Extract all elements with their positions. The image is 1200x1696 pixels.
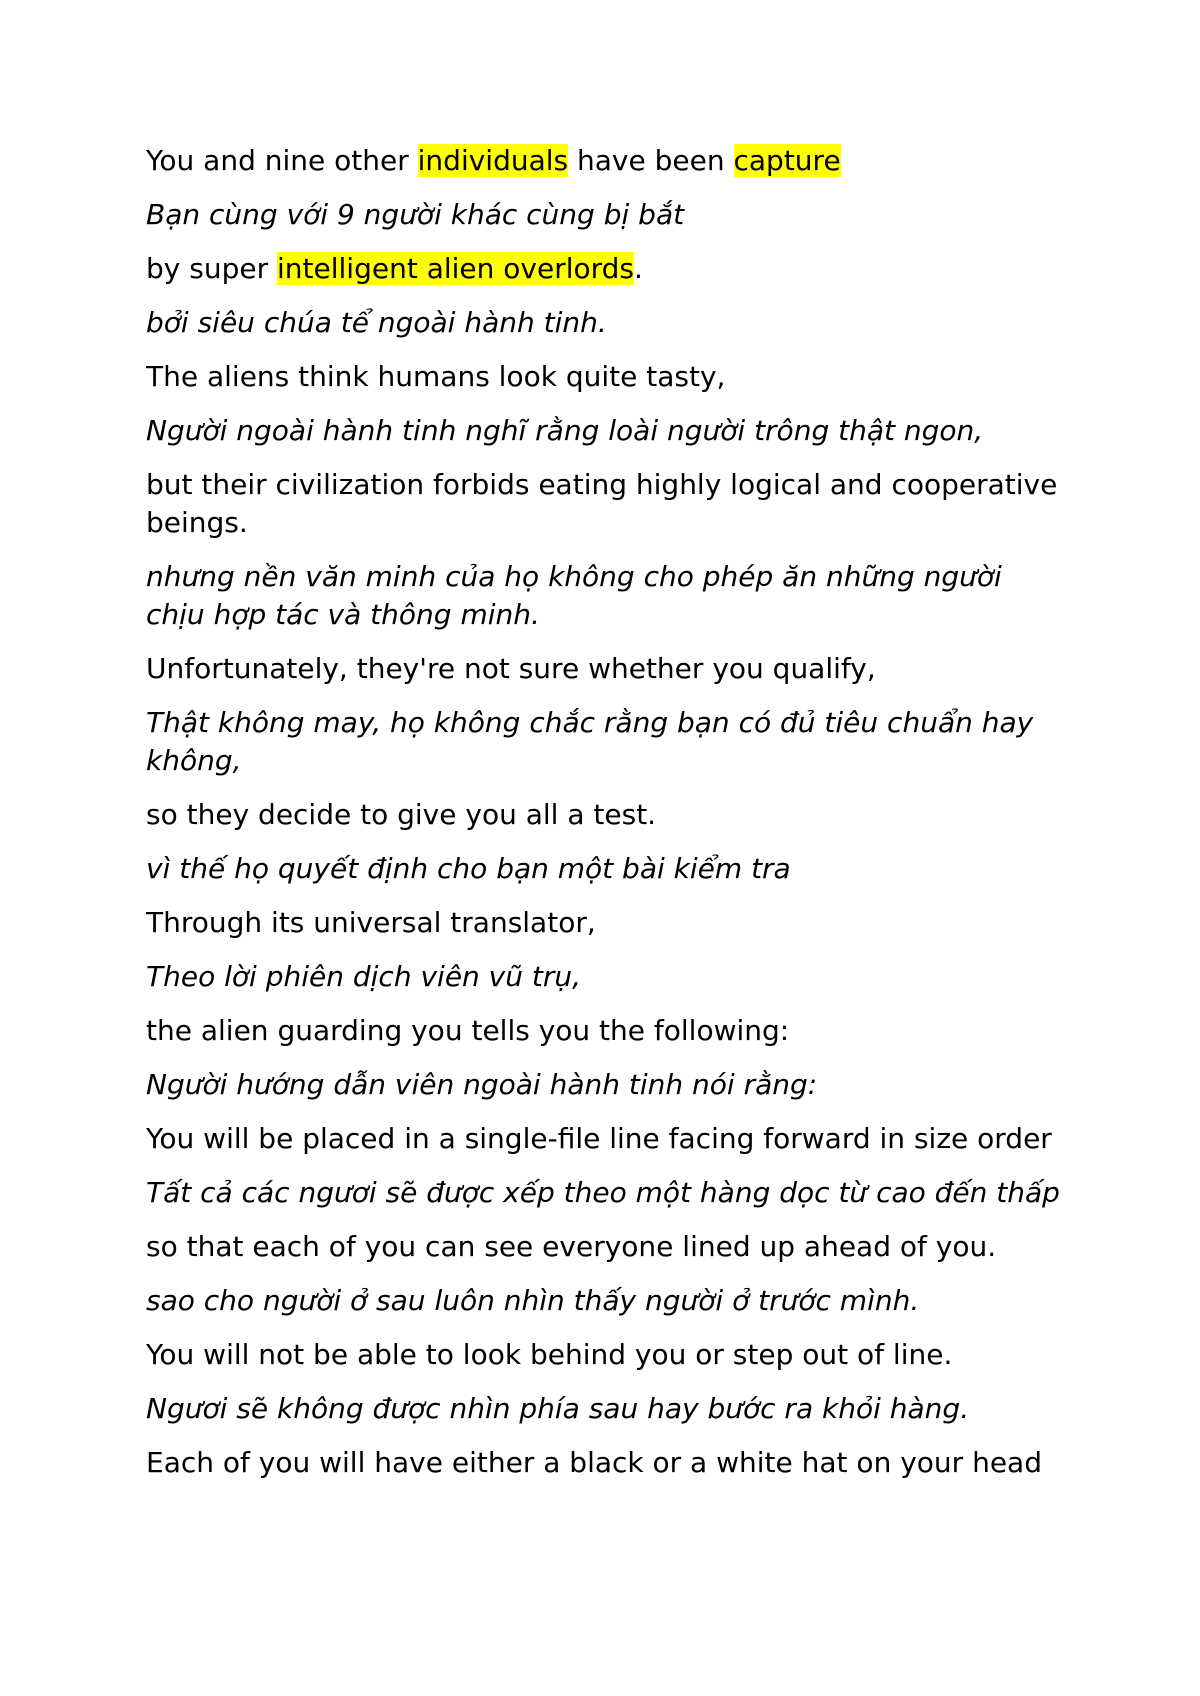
source-line-en (146, 1228, 1066, 1266)
text-segment: Theo lời phiên dịch viên vũ trụ, (146, 960, 582, 993)
translation-line-vi (146, 412, 1066, 450)
translation-line-vi (146, 958, 1066, 996)
translation-line-vi (146, 558, 1066, 634)
translation-line-vi (146, 196, 1066, 234)
text-segment: Through its universal translator, (146, 906, 596, 939)
source-line-en (146, 1120, 1066, 1158)
source-line-en (146, 142, 1066, 180)
text-segment: Thật không may, họ không chắc rằng bạn có đủ tiêu chuẩn hay không, (146, 706, 1034, 777)
translation-line-vi (146, 850, 1066, 888)
text-segment: Unfortunately, they're not sure whether you qualify, (146, 652, 876, 685)
text-segment: so they decide to give you all a test. (146, 798, 657, 831)
source-line-en (146, 650, 1066, 688)
translation-line-vi (146, 1174, 1066, 1212)
translation-line-vi (146, 1282, 1066, 1320)
text-segment: sao cho người ở sau luôn nhìn thấy người ở trước mình. (146, 1284, 920, 1317)
text-segment: Ngươi sẽ không được nhìn phía sau hay bước ra khỏi hàng. (146, 1392, 970, 1425)
text-segment: the alien guarding you tells you the following: (146, 1014, 790, 1047)
text-segment: Người ngoài hành tinh nghĩ rằng loài người trông thật ngon, (146, 414, 984, 447)
text-segment: bởi siêu chúa tể ngoài hành tinh. (146, 306, 607, 339)
text-segment: by super (146, 252, 277, 285)
translation-line-vi (146, 704, 1066, 780)
source-line-en (146, 358, 1066, 396)
source-line-en (146, 904, 1066, 942)
translation-line-vi (146, 304, 1066, 342)
text-segment: Người hướng dẫn viên ngoài hành tinh nói rằng: (146, 1068, 818, 1101)
source-line-en (146, 1444, 1066, 1482)
text-segment: nhưng nền văn minh của họ không cho phép ăn những người chịu hợp tác và thông minh. (146, 560, 1002, 631)
highlighted-text: individuals (417, 144, 569, 177)
text-segment: so that each of you can see everyone lined up ahead of you. (146, 1230, 997, 1263)
text-segment: have been (568, 144, 734, 177)
text-segment: vì thế họ quyết định cho bạn một bài kiểm tra (146, 852, 791, 885)
text-segment: Tất cả các ngươi sẽ được xếp theo một hàng dọc từ cao đến thấp (146, 1176, 1060, 1209)
source-line-en (146, 250, 1066, 288)
translation-line-vi (146, 1390, 1066, 1428)
text-segment: . (634, 252, 643, 285)
translation-line-vi (146, 1066, 1066, 1104)
source-line-en (146, 466, 1066, 542)
text-segment: You will be placed in a single-file line facing forward in size order (146, 1122, 1052, 1155)
text-segment: You will not be able to look behind you or step out of line. (146, 1338, 953, 1371)
document-body (146, 142, 1066, 1498)
highlighted-text: capture (733, 144, 841, 177)
source-line-en (146, 796, 1066, 834)
text-segment: Each of you will have either a black or a white hat on your head (146, 1446, 1042, 1479)
text-segment: but their civilization forbids eating highly logical and cooperative beings. (146, 468, 1058, 539)
text-segment: You and nine other (146, 144, 418, 177)
source-line-en (146, 1336, 1066, 1374)
text-segment: Bạn cùng với 9 người khác cùng bị bắt (146, 198, 685, 231)
highlighted-text: intelligent alien overlords (277, 252, 635, 285)
source-line-en (146, 1012, 1066, 1050)
text-segment: The aliens think humans look quite tasty, (146, 360, 726, 393)
